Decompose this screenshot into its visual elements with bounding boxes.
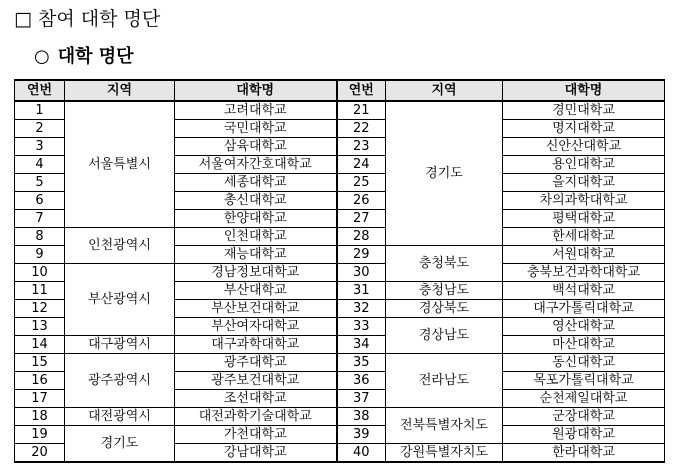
university-cell: 목포가톨릭대학교 (503, 372, 665, 390)
row-number: 16 (15, 372, 65, 390)
table-header-row (15, 80, 665, 101)
row-number: 18 (15, 408, 65, 426)
region-cell: 인천광역시 (65, 228, 175, 264)
university-cell: 삼육대학교 (175, 138, 337, 156)
row-number: 8 (15, 228, 65, 246)
region-cell: 충청남도 (386, 282, 503, 300)
university-cell: 고려대학교 (175, 101, 337, 120)
table-row (15, 426, 665, 444)
row-number: 12 (15, 300, 65, 318)
row-number: 38 (337, 408, 386, 426)
region-cell: 경상북도 (386, 300, 503, 318)
row-number: 3 (15, 138, 65, 156)
university-table (14, 79, 665, 463)
region-cell: 전라남도 (386, 354, 503, 408)
row-number: 28 (337, 228, 386, 246)
university-cell: 광주보건대학교 (175, 372, 337, 390)
row-number: 15 (15, 354, 65, 372)
table-row (15, 336, 665, 354)
row-number: 37 (337, 390, 386, 408)
university-cell: 부산대학교 (175, 282, 337, 300)
row-number: 13 (15, 318, 65, 336)
university-cell: 영산대학교 (503, 318, 665, 336)
university-cell: 재능대학교 (175, 246, 337, 264)
row-number: 33 (337, 318, 386, 336)
university-cell: 한세대학교 (503, 228, 665, 246)
header-region: 지역 (65, 80, 175, 101)
header-region: 지역 (386, 80, 503, 101)
university-cell: 명지대학교 (503, 120, 665, 138)
university-cell: 군장대학교 (503, 408, 665, 426)
university-cell: 부산보건대학교 (175, 300, 337, 318)
row-number: 32 (337, 300, 386, 318)
table-row (15, 264, 665, 282)
row-number: 21 (337, 101, 386, 120)
university-cell: 동신대학교 (503, 354, 665, 372)
row-number: 35 (337, 354, 386, 372)
university-cell: 을지대학교 (503, 174, 665, 192)
university-cell: 백석대학교 (503, 282, 665, 300)
university-cell: 부산여자대학교 (175, 318, 337, 336)
table-row (15, 408, 665, 426)
university-cell: 대전과학기술대학교 (175, 408, 337, 426)
region-cell: 강원특별자치도 (386, 444, 503, 463)
region-cell: 부산광역시 (65, 264, 175, 336)
row-number: 27 (337, 210, 386, 228)
subsection-heading (34, 44, 134, 70)
row-number: 39 (337, 426, 386, 444)
row-number: 5 (15, 174, 65, 192)
row-number: 9 (15, 246, 65, 264)
table-row (15, 228, 665, 246)
row-number: 7 (15, 210, 65, 228)
row-number: 17 (15, 390, 65, 408)
university-cell: 인천대학교 (175, 228, 337, 246)
university-cell: 순천제일대학교 (503, 390, 665, 408)
row-number: 26 (337, 192, 386, 210)
university-cell: 차의과학대학교 (503, 192, 665, 210)
header-university: 대학명 (503, 80, 665, 101)
university-cell: 용인대학교 (503, 156, 665, 174)
university-cell: 신안산대학교 (503, 138, 665, 156)
row-number: 31 (337, 282, 386, 300)
university-cell: 대구가톨릭대학교 (503, 300, 665, 318)
region-cell: 경상남도 (386, 318, 503, 354)
region-cell: 경기도 (65, 426, 175, 463)
region-cell: 대전광역시 (65, 408, 175, 426)
university-cell: 세종대학교 (175, 174, 337, 192)
row-number: 2 (15, 120, 65, 138)
row-number: 36 (337, 372, 386, 390)
university-cell: 원광대학교 (503, 426, 665, 444)
row-number: 23 (337, 138, 386, 156)
region-cell: 광주광역시 (65, 354, 175, 408)
row-number: 29 (337, 246, 386, 264)
row-number: 24 (337, 156, 386, 174)
table-row (15, 354, 665, 372)
university-cell: 마산대학교 (503, 336, 665, 354)
row-number: 11 (15, 282, 65, 300)
row-number: 10 (15, 264, 65, 282)
university-cell: 경남정보대학교 (175, 264, 337, 282)
subsection-title: 대학 명단 (57, 46, 134, 67)
row-number: 30 (337, 264, 386, 282)
header-university: 대학명 (175, 80, 337, 101)
university-cell: 총신대학교 (175, 192, 337, 210)
row-number: 20 (15, 444, 65, 463)
university-cell: 가천대학교 (175, 426, 337, 444)
university-cell: 대구과학대학교 (175, 336, 337, 354)
region-cell: 서울특별시 (65, 101, 175, 228)
circle-bullet: ○ (34, 46, 50, 67)
row-number: 40 (337, 444, 386, 463)
region-cell: 전북특별자치도 (386, 408, 503, 444)
university-cell: 한라대학교 (503, 444, 665, 463)
row-number: 6 (15, 192, 65, 210)
university-cell: 국민대학교 (175, 120, 337, 138)
region-cell: 경기도 (386, 101, 503, 246)
university-cell: 조선대학교 (175, 390, 337, 408)
row-number: 19 (15, 426, 65, 444)
region-cell: 대구광역시 (65, 336, 175, 354)
university-cell: 서울여자간호대학교 (175, 156, 337, 174)
university-cell: 한양대학교 (175, 210, 337, 228)
row-number: 34 (337, 336, 386, 354)
header-number: 연번 (15, 80, 65, 101)
university-cell: 경민대학교 (503, 101, 665, 120)
row-number: 22 (337, 120, 386, 138)
university-cell: 강남대학교 (175, 444, 337, 463)
university-cell: 광주대학교 (175, 354, 337, 372)
header-number: 연번 (337, 80, 386, 101)
section-heading: □ 참여 대학 명단 (14, 8, 161, 30)
university-cell: 충북보건과학대학교 (503, 264, 665, 282)
university-cell: 평택대학교 (503, 210, 665, 228)
row-number: 4 (15, 156, 65, 174)
row-number: 1 (15, 101, 65, 120)
row-number: 25 (337, 174, 386, 192)
university-cell: 서원대학교 (503, 246, 665, 264)
region-cell: 충청북도 (386, 246, 503, 282)
row-number: 14 (15, 336, 65, 354)
table-row (15, 101, 665, 120)
